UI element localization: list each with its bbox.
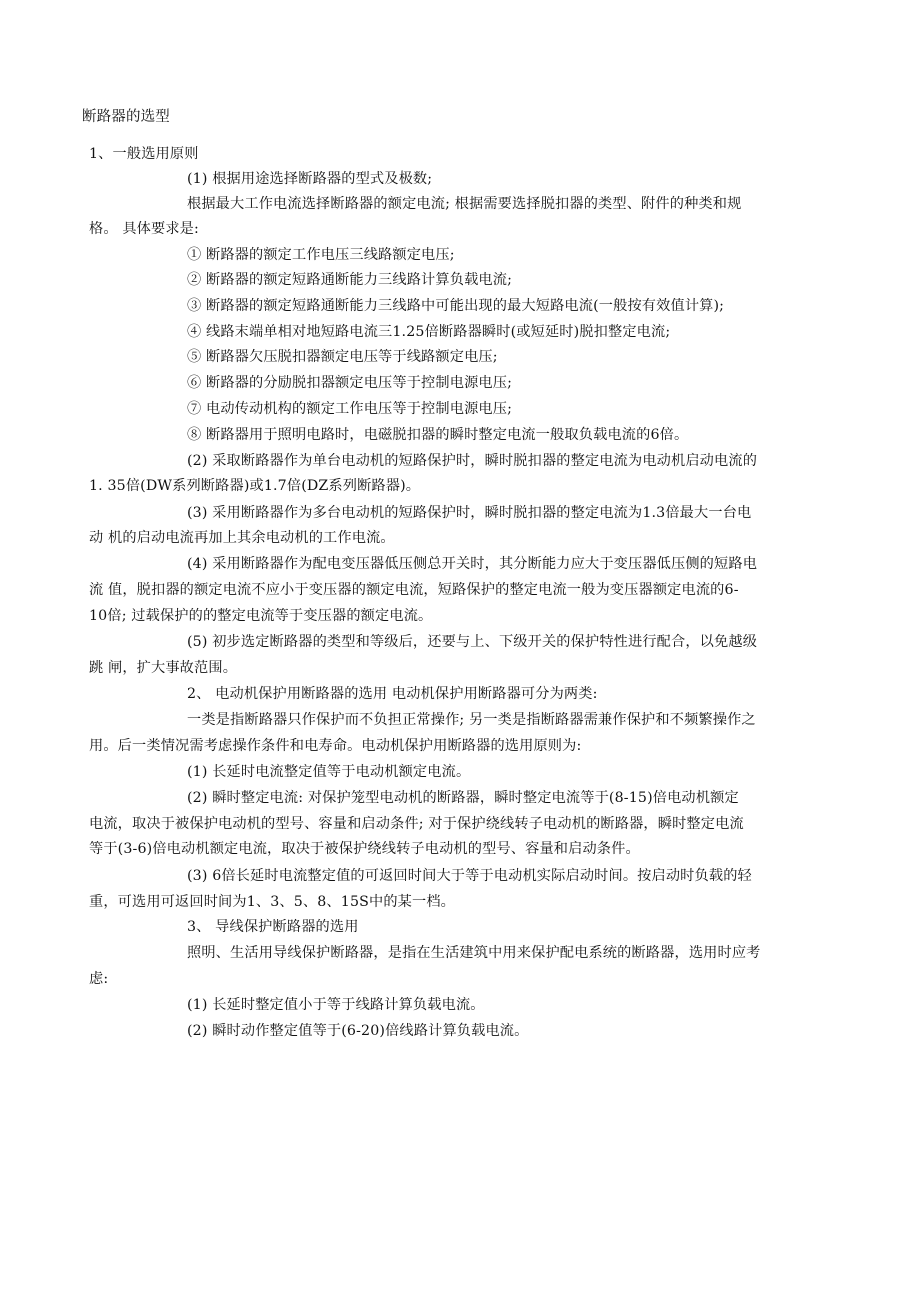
section-1-paragraph-line: 格。 具体要求是: [89, 221, 199, 237]
requirement-item-3: ③ 断路器的额定短路通断能力三线路中可能出现的最大短路电流(一般按有效值计算); [187, 298, 725, 314]
section-1-item-1: (1) 根据用途选择断路器的型式及极数; [187, 171, 433, 187]
section-2-item-2-cont: 等于(3-6)倍电动机额定电流，取决于被保护绕线转子电动机的型号、容量和启动条件。 [89, 841, 640, 857]
section-3-item-1: (1) 长延时整定值小于等于线路计算负载电流。 [187, 997, 485, 1013]
section-1-item-4: (4) 采用断路器作为配电变压器低压侧总开关时，其分断能力应大于变压器低压侧的短路电 [187, 556, 758, 572]
section-3-paragraph-line: 照明、生活用导线保护断路器，是指在生活建筑中用来保护配电系统的断路器，选用时应考 [187, 945, 761, 961]
section-1-paragraph-line: 根据最大工作电流选择断路器的额定电流; 根据需要选择脱扣器的类型、附件的种类和规 [187, 196, 742, 212]
section-2-item-2: (2) 瞬时整定电流: 对保护笼型电动机的断路器，瞬时整定电流等于(8-15)倍电动机额定 [187, 790, 739, 806]
section-1-item-4-cont: 10倍; 过载保护的的整定电流等于变压器的额定电流。 [89, 608, 433, 624]
section-1-item-2-cont: 1. 35倍(DW系列断路器)或1.7倍(DZ系列断路器)。 [89, 478, 421, 494]
section-2-heading: 2、 电动机保护用断路器的选用 电动机保护用断路器可分为两类: [187, 686, 598, 702]
section-1-item-5-cont: 跳 闸，扩大事故范围。 [89, 660, 238, 676]
requirement-item-2: ② 断路器的额定短路通断能力三线路计算负载电流; [187, 272, 513, 288]
section-1-item-4-cont: 流 值，脱扣器的额定电流不应小于变压器的额定电流，短路保护的整定电流一般为变压器额定电流的6- [89, 582, 739, 598]
section-2-item-3: (3) 6倍长延时电流整定值的可返回时间大于等于电动机实际启动时间。按启动时负载的轻 [187, 868, 752, 884]
requirement-item-7: ⑦ 电动传动机构的额定工作电压等于控制电源电压; [187, 401, 513, 417]
section-2-item-2-cont: 电流，取决于被保护电动机的型号、容量和启动条件; 对于保护绕线转子电动机的断路器，瞬时整定电流 [89, 816, 744, 832]
section-2-item-1: (1) 长延时电流整定值等于电动机额定电流。 [187, 764, 471, 780]
section-1-heading: 1、一般选用原则 [89, 146, 199, 162]
document-title: 断路器的选型 [82, 109, 170, 125]
section-3-heading: 3、 导线保护断路器的选用 [187, 919, 359, 935]
section-2-paragraph-line: 用。后一类情况需考虑操作条件和电寿命。电动机保护用断路器的选用原则为: [89, 738, 582, 754]
requirement-item-8: ⑧ 断路器用于照明电路时，电磁脱扣器的瞬时整定电流一般取负载电流的6倍。 [187, 427, 689, 443]
section-1-item-3-cont: 动 机的启动电流再加上其余电动机的工作电流。 [89, 530, 395, 546]
section-2-item-3-cont: 重，可选用可返回时间为1、3、5、8、15S中的某一档。 [89, 894, 456, 910]
requirement-item-5: ⑤ 断路器欠压脱扣器额定电压等于线路额定电压; [187, 349, 498, 365]
section-3-paragraph-line: 虑: [89, 971, 109, 987]
section-3-item-2: (2) 瞬时动作整定值等于(6-20)倍线路计算负载电流。 [187, 1023, 529, 1039]
section-2-paragraph-line: 一类是指断路器只作保护而不负担正常操作; 另一类是指断路器需兼作保护和不频繁操作之 [187, 712, 756, 728]
requirement-item-6: ⑥ 断路器的分励脱扣器额定电压等于控制电源电压; [187, 375, 513, 391]
requirement-item-4: ④ 线路末端单相对地短路电流三1.25倍断路器瞬时(或短延时)脱扣整定电流; [187, 324, 671, 340]
section-1-item-3: (3) 采用断路器作为多台电动机的短路保护时，瞬时脱扣器的整定电流为1.3倍最大一台电 [187, 505, 752, 521]
section-1-item-5: (5) 初步选定断路器的类型和等级后，还要与上、下级开关的保护特性进行配合，以免越级 [187, 634, 758, 650]
section-1-item-2: (2) 采取断路器作为单台电动机的短路保护时，瞬时脱扣器的整定电流为电动机启动电流的 [187, 453, 758, 469]
requirement-item-1: ① 断路器的额定工作电压三线路额定电压; [187, 247, 455, 263]
